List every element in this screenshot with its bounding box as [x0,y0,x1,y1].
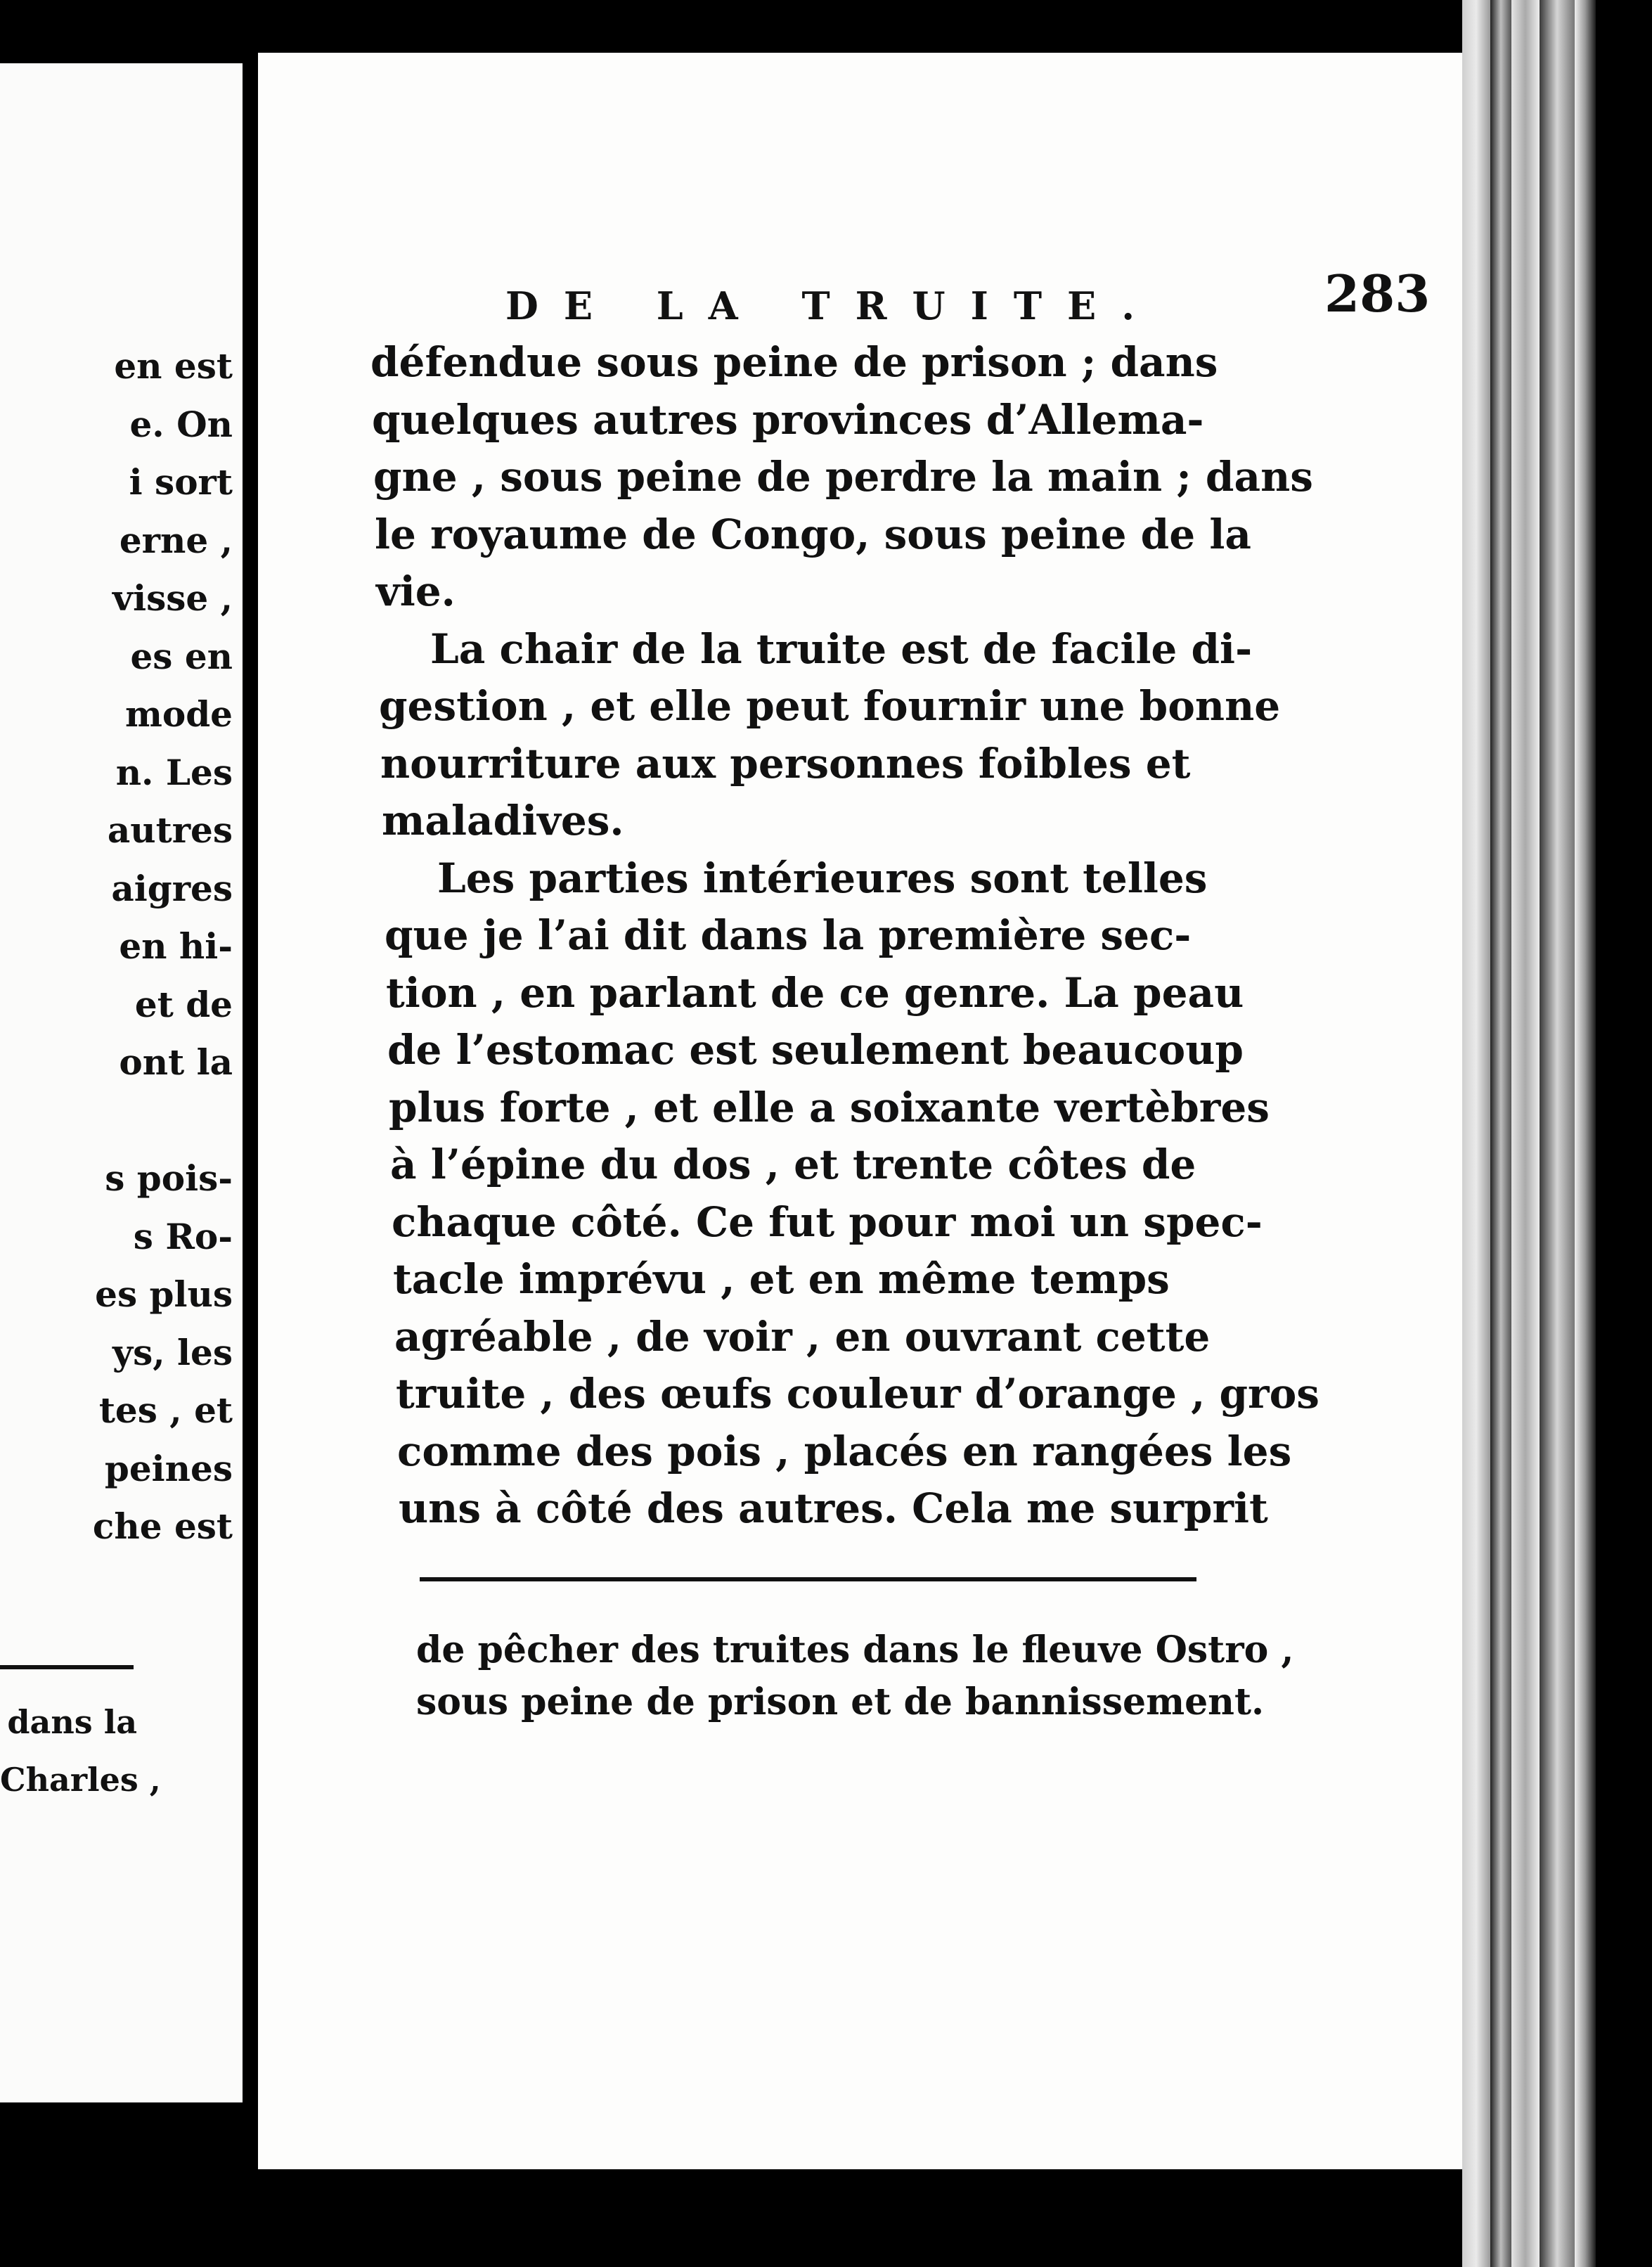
page-edge [1511,0,1540,2267]
running-head: DE LA TRUITE. [505,283,1161,328]
left-footnote-line: dans la [7,1703,137,1741]
footnote-text [416,1624,1294,1728]
left-line [0,1092,233,1150]
left-page-text [0,338,233,1556]
text-line: chaque côté. Ce fut pour moi un spec- [392,1197,1263,1246]
left-line: ys, les [112,1331,233,1373]
book-gutter [243,63,258,2124]
left-line: ont la [119,1041,233,1083]
left-line: es plus [95,1273,233,1315]
left-line: e. On [129,403,233,445]
left-line: mode [124,693,233,735]
text-line: truite , des œufs couleur d’orange , gros [396,1370,1319,1418]
text-line: La chair de la truite est de facile di- [430,624,1253,673]
text-line: tion , en parlant de ce genre. La peau [386,968,1244,1017]
footnote-line: de pêcher des truites dans le fleuve Ostro , [416,1629,1294,1671]
page-edge [1462,0,1490,2267]
text-line: défendue sous peine de prison ; dans [370,338,1218,386]
left-line: erne , [119,519,233,561]
left-footnote-text [0,1693,243,1809]
text-line: de l’estomac est seulement beaucoup [387,1026,1244,1074]
text-line: maladives. [382,797,624,844]
text-line: uns à côté des autres. Cela me surprit [399,1484,1268,1532]
page-number: 283 [1324,264,1431,323]
text-line: agréable , de voir , en ouvrant cette [394,1312,1211,1361]
left-line: s Ro- [133,1215,233,1257]
left-line: s pois- [105,1157,233,1199]
text-line: plus forte , et elle a soixante vertèbres [389,1083,1270,1131]
left-footnote-line: Charles , [0,1761,161,1799]
left-footnote-rule [0,1665,134,1669]
text-line: Les parties intérieures sont telles [437,854,1208,902]
text-line: que je l’ai dit dans la première sec- [385,911,1192,959]
text-line: comme des pois , placés en rangées les [397,1427,1292,1475]
page-edge [1490,0,1511,2267]
footnote-rule [420,1577,1196,1581]
left-line: i sort [129,461,233,503]
text-line: à l’épine du dos , et trente côtes de [390,1141,1196,1188]
body-text [370,334,1471,1538]
left-facing-page [0,63,243,2102]
main-page [258,53,1462,2169]
left-line: che est [92,1505,233,1547]
text-line: le royaume de Congo, sous peine de la [375,510,1251,558]
left-line: tes , et [98,1389,233,1431]
text-line: nourriture aux personnes foibles et [380,739,1191,788]
page-edge [1575,0,1596,2267]
left-line: en hi- [119,925,233,967]
left-line: visse , [112,577,233,619]
left-line: es en [130,635,233,677]
left-line: peines [104,1447,233,1489]
left-line: autres [107,809,233,851]
text-line: gestion , et elle peut fournir une bonne [379,682,1281,730]
text-line: gne , sous peine de perdre la main ; dans [373,453,1313,501]
text-line: vie. [376,567,456,615]
text-line: tacle imprévu , et en même temps [393,1255,1170,1303]
footnote-line: sous peine de prison et de bannissement. [416,1681,1265,1723]
text-line: quelques autres provinces d’Allema- [372,395,1204,444]
left-line: en est [114,345,233,387]
left-line: et de [134,983,233,1025]
page-edge [1540,0,1575,2267]
page-header [505,264,1447,341]
left-line: aigres [111,867,233,909]
scan-border [1596,0,1652,2267]
left-line: n. Les [115,751,233,793]
